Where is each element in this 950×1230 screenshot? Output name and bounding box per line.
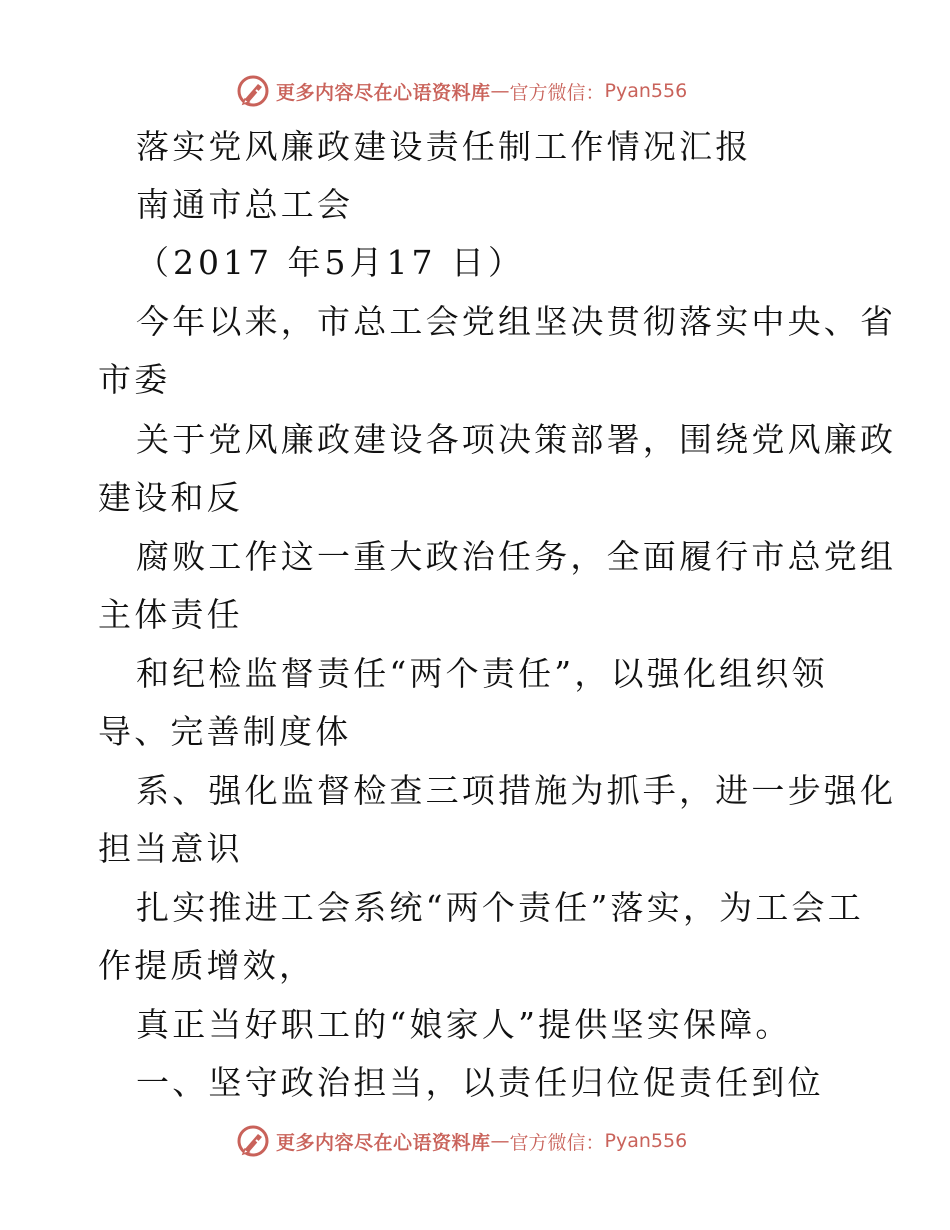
watermark-footer	[236, 1124, 687, 1158]
document-title: 落实党风廉政建设责任制工作情况汇报	[136, 127, 752, 166]
paragraph-line: 和纪检监督责任“两个责任”，以强化组织领	[136, 654, 828, 693]
watermark-wechat-id: Pyan556	[604, 1130, 688, 1152]
document-date: （2017 年5月17 日）	[136, 243, 525, 282]
watermark-main-text: 更多内容尽在心语资料库	[276, 1131, 491, 1154]
pen-logo-icon	[236, 74, 270, 108]
watermark-sub-text: 官方微信：	[509, 81, 605, 104]
paragraph-line: 腐败工作这一重大政治任务，全面履行市总党组	[136, 537, 897, 576]
paragraph-line: 真正当好职工的“娘家人”提供坚实保障。	[136, 1005, 792, 1044]
paragraph-line: 扎实推进工会系统“两个责任”落实，为工会工	[136, 888, 864, 927]
paragraph-line: 导、完善制度体	[98, 712, 352, 751]
paragraph-line: 作提质增效，	[98, 946, 316, 985]
pen-logo-icon	[236, 1124, 270, 1158]
watermark-wechat-id: Pyan556	[604, 80, 688, 102]
paragraph-line: 建设和反	[98, 478, 243, 517]
paragraph-line: 市委	[98, 360, 171, 399]
watermark-dash: —	[490, 80, 510, 102]
watermark-sub-text: 官方微信：	[509, 1131, 605, 1154]
paragraph-line: 担当意识	[98, 829, 243, 868]
section-heading: 一、坚守政治担当，以责任归位促责任到位	[136, 1063, 824, 1102]
watermark-header	[236, 74, 687, 108]
watermark-main-text: 更多内容尽在心语资料库	[276, 81, 491, 104]
paragraph-line: 今年以来，市总工会党组坚决贯彻落实中央、省	[136, 302, 897, 341]
paragraph-line: 关于党风廉政建设各项决策部署，围绕党风廉政	[136, 420, 897, 459]
paragraph-line: 系、强化监督检查三项措施为抓手，进一步强化	[136, 771, 897, 810]
document-organization: 南通市总工会	[136, 185, 354, 224]
watermark-dash: —	[490, 1130, 510, 1152]
paragraph-line: 主体责任	[98, 595, 243, 634]
